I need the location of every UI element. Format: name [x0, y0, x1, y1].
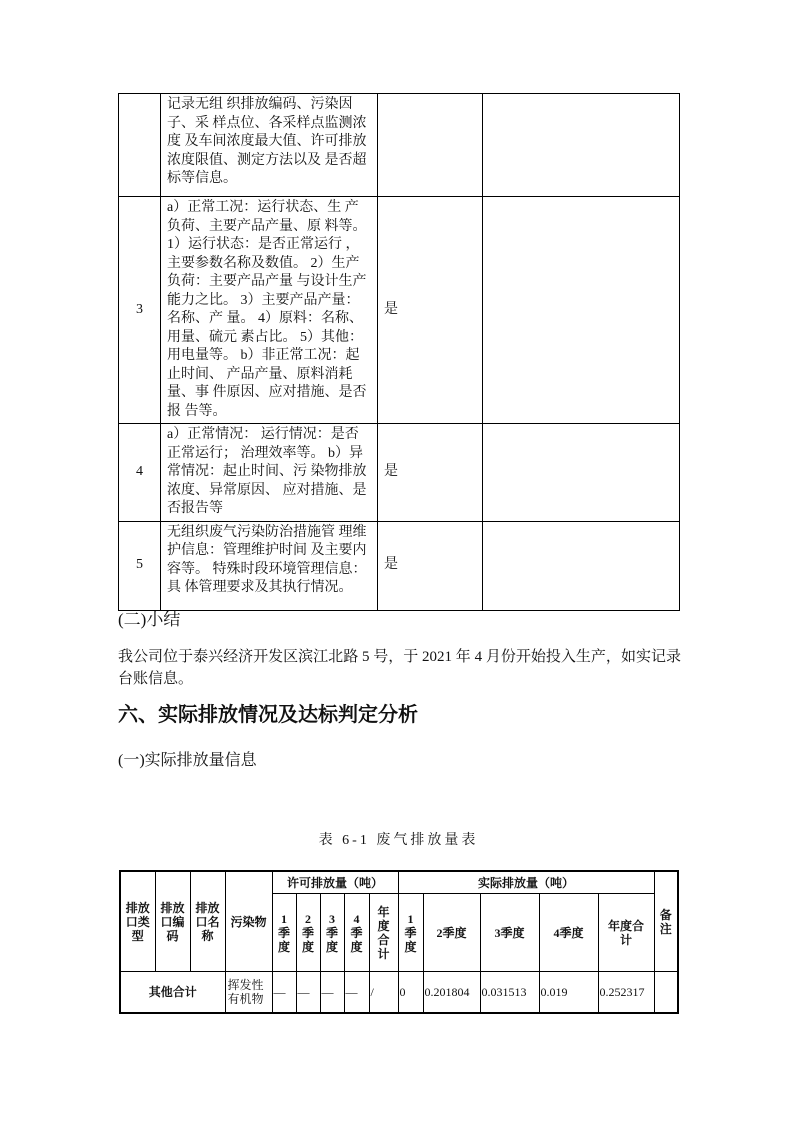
header-remark: 备注	[654, 871, 678, 972]
remark-cell	[483, 94, 680, 197]
header-permitted-group: 许可排放量（吨）	[272, 871, 398, 894]
header-actual-q2: 2季度	[423, 894, 480, 972]
permitted-q3-cell: —	[320, 972, 344, 1014]
header-permitted-annual: 年度合计	[369, 894, 398, 972]
recorded-flag-cell: 是	[378, 521, 483, 610]
recorded-flag-cell: 是	[378, 197, 483, 424]
outlet-total-cell: 其他合计	[120, 972, 225, 1014]
header-actual-q3: 3季度	[480, 894, 539, 972]
header-outlet-name: 排放口名称	[190, 871, 225, 972]
table-caption: 表 6-1 废气排放量表	[318, 833, 479, 848]
remark-cell	[654, 972, 678, 1014]
record-content-cell: 记录无组 织排放编码、污染因子、采 样点位、各采样点监测浓度 及车间浓度最大值、许可排放浓度限值、测定方法以及 是否超标等信息。	[161, 94, 378, 197]
recorded-flag-cell: 是	[378, 424, 483, 522]
permitted-q2-cell: —	[296, 972, 320, 1014]
table-row	[120, 972, 678, 1014]
row-number-cell	[119, 94, 161, 197]
subsection-heading: (一)实际排放量信息	[118, 752, 257, 769]
header-pollutant: 污染物	[225, 871, 272, 972]
header-permitted-q4: 4季度	[344, 894, 369, 972]
record-content-cell: a）正常工况：运行状态、生 产负荷、主要产品产量、原 料等。1）运行状态：是否正常运行 ，主要参数名称及数值。 2）生产负荷：主要产品产量 与设计生产能力之比。 3）主要产品产量：名称、产 量。 4）原料：名称、用量、硫元 素占比。 5）其他：用电量等。 b）非正常工况：起止时间、 产品产量、原料消耗量、事 件原因、应对措施、是否报 告等。	[161, 197, 378, 424]
header-actual-annual: 年度合计	[598, 894, 654, 972]
table-row	[119, 94, 680, 197]
remark-cell	[483, 424, 680, 522]
remark-cell	[483, 521, 680, 610]
table-row	[119, 197, 680, 424]
summary-heading: (二)小结	[118, 610, 181, 629]
header-actual-q4: 4季度	[539, 894, 598, 972]
record-content-cell: a）正常情况： 运行情况：是否正常运行； 治理效率等。 b）异常情况：起止时间、污 染物排放浓度、异常原因、 应对措施、是否报告等	[161, 424, 378, 522]
header-row-groups	[120, 871, 678, 894]
pollutant-cell: 挥发性有机物	[225, 972, 272, 1014]
table-row	[119, 521, 680, 610]
summary-paragraph: 我公司位于泰兴经济开发区滨江北路 5 号，于 2021 年 4 月份开始投入生产，如实记录台账信息。	[118, 649, 681, 687]
actual-annual-cell: 0.252317	[598, 972, 654, 1014]
emission-amount-table	[119, 870, 679, 1014]
table-row	[119, 424, 680, 522]
header-outlet-code: 排放口编码	[155, 871, 190, 972]
actual-q2-cell: 0.201804	[423, 972, 480, 1014]
header-permitted-q1: 1季度	[272, 894, 296, 972]
header-outlet-type: 排放口类型	[120, 871, 155, 972]
record-content-cell: 无组织废气污染防治措施管 理维护信息：管理维护时间 及主要内容等。 特殊时段环境管理信息：具 体管理要求及其执行情况。	[161, 521, 378, 610]
header-permitted-q2: 2季度	[296, 894, 320, 972]
header-permitted-q3: 3季度	[320, 894, 344, 972]
permitted-q4-cell: —	[344, 972, 369, 1014]
permitted-q1-cell: —	[272, 972, 296, 1014]
remark-cell	[483, 197, 680, 424]
row-number-cell: 4	[119, 424, 161, 522]
row-number-cell: 3	[119, 197, 161, 424]
header-actual-q1: 1季度	[398, 894, 423, 972]
actual-q1-cell: 0	[398, 972, 423, 1014]
header-actual-group: 实际排放量（吨）	[398, 871, 654, 894]
permitted-annual-cell: /	[369, 972, 398, 1014]
section-heading: 六、实际排放情况及达标判定分析	[118, 704, 418, 726]
row-number-cell: 5	[119, 521, 161, 610]
actual-q4-cell: 0.019	[539, 972, 598, 1014]
actual-q3-cell: 0.031513	[480, 972, 539, 1014]
recorded-flag-cell	[378, 94, 483, 197]
ledger-record-table	[118, 93, 680, 611]
